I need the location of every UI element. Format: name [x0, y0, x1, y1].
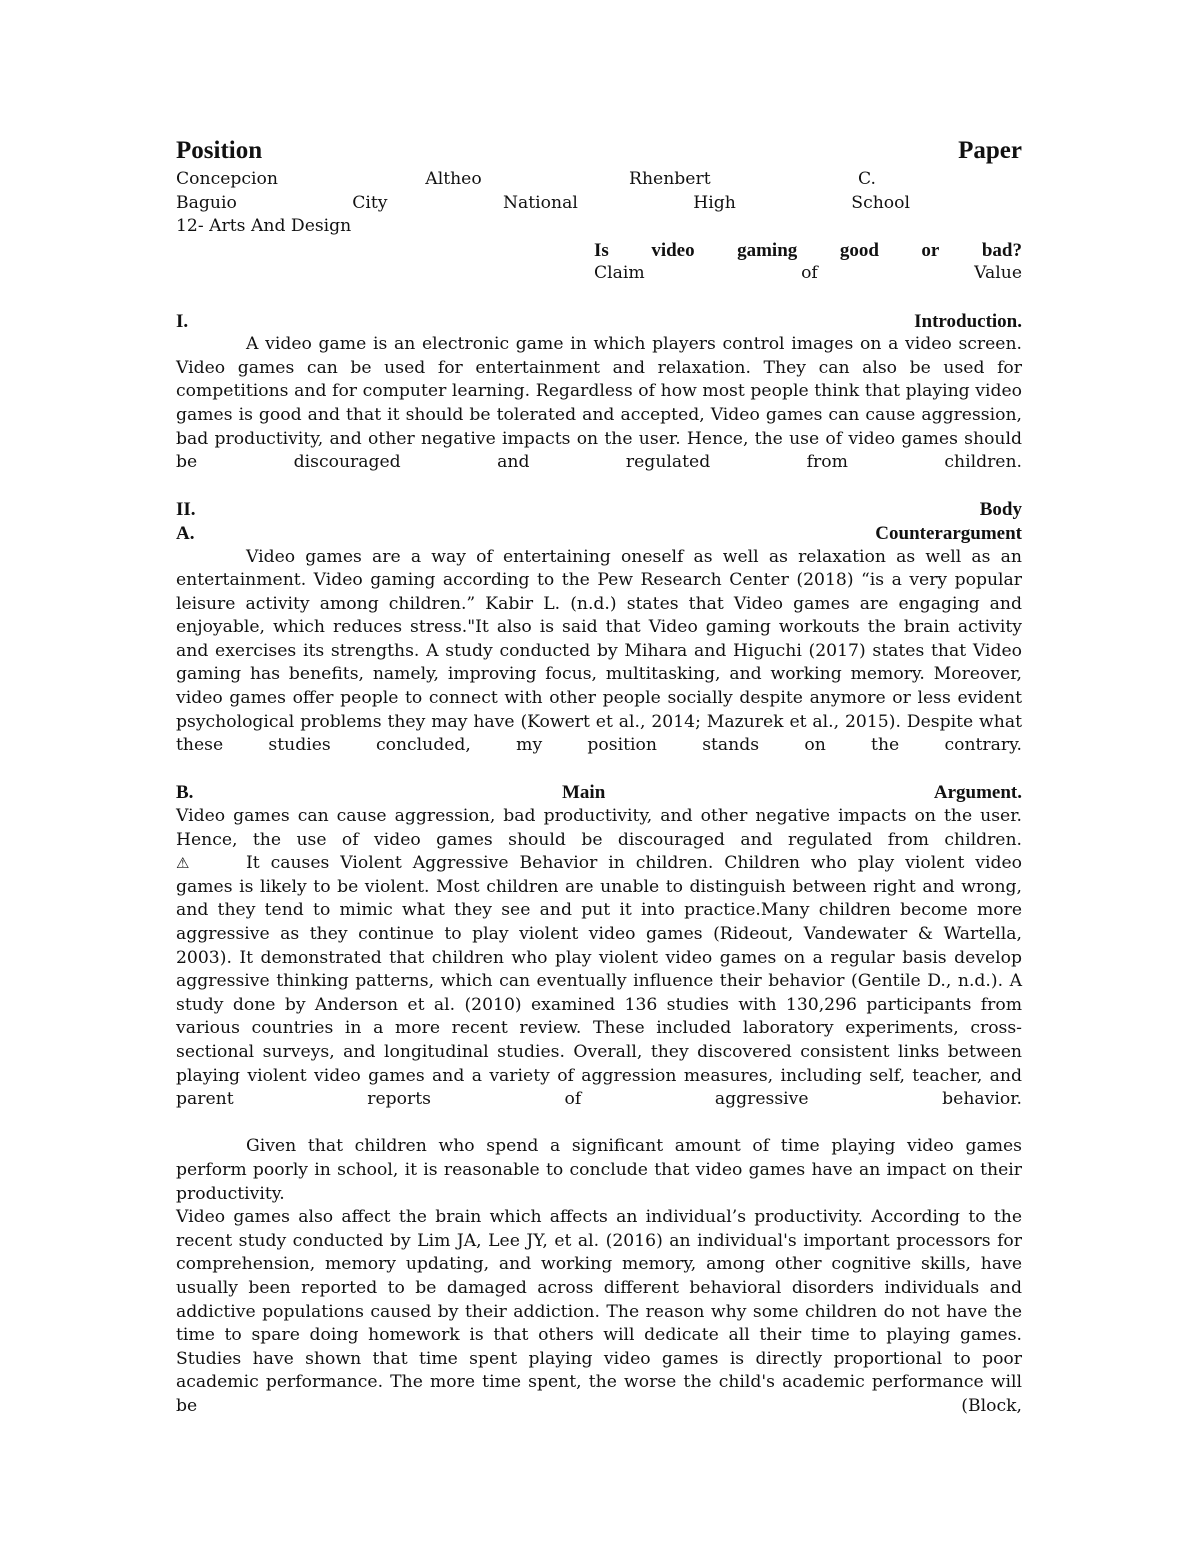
section-number: I.	[176, 310, 189, 332]
claim-word: Value	[974, 263, 1022, 284]
title-right: Paper	[958, 137, 1022, 164]
point1-text: It causes Violent Aggressive Behavior in children. Children who play violent video games is likely to be violent. Most children are unable to distinguish between right and wrong, and they tend to mimic what they see and put it into practice.Many children become more aggressive as they continue to play violent video games (Rideout, Vandewater & Wartella, 2003). It demonstrated that children who play violent video games on a regular basis develop aggressive thinking patterns, which can eventually influence their behavior (Gentile D., n.d.). A study done by Anderson et al. (2010) examined 136 studies with 130,296 participants from various countries in a more recent review. These included laboratory experiments, cross-sectional surveys, and longitudinal studies. Overall, they discovered consistent links between playing violent video games and a variety of aggression measures, including self, teacher, and parent reports of aggressive behavior.	[176, 853, 1022, 1110]
counter-heading	[176, 522, 1022, 546]
warning-icon: ⚠	[176, 854, 190, 873]
subsection-mid: Main	[562, 782, 606, 804]
question-word: Is	[594, 239, 609, 261]
question-word: video	[651, 239, 695, 261]
thesis-paragraph: Video games can cause aggression, bad productivity, and other negative impacts on the user. Hence, the use of video games should be discouraged and regulated from children.	[176, 806, 1022, 850]
point2-paragraph: Given that children who spend a significant amount of time playing video games perform poorly in school, it is reasonable to conclude that video games have an impact on their productivity.	[176, 1136, 1022, 1204]
subsection-title: Argument.	[933, 782, 1022, 804]
claim-word: of	[801, 263, 818, 284]
author-word: C.	[857, 169, 876, 189]
school-word: National	[502, 192, 578, 213]
author-word: Concepcion	[176, 169, 278, 189]
school-line	[176, 192, 1022, 216]
main-heading	[176, 781, 1022, 805]
section-title: Introduction.	[914, 310, 1022, 332]
author-word: Rhenbert	[629, 169, 711, 189]
school-word: School	[851, 192, 910, 213]
intro-heading	[176, 310, 1022, 334]
section-number: II.	[176, 499, 196, 521]
school-word: Baguio	[176, 192, 237, 213]
subsection-letter: A.	[176, 522, 195, 544]
question-word: good	[839, 239, 879, 261]
grade-line: 12- Arts And Design	[176, 216, 352, 237]
author-word: Altheo	[425, 169, 482, 189]
author-line	[176, 168, 1022, 192]
paper-title	[176, 134, 1022, 168]
school-word: City	[352, 192, 388, 213]
school-word: High	[693, 192, 736, 213]
point1-paragraph	[176, 852, 1022, 1112]
point3-paragraph: Video games also affect the brain which affects an individual’s productivity. According to the recent study conducted by Lim JA, Lee JY, et al. (2016) an individual's important processors for comprehension, memory updating, and working memory, among other cognitive skills, have usually been reported to be damaged across different behavioral disorders individuals and addictive populations caused by their addiction. The reason why some children do not have the time to spare doing homework is that others will dedicate all their time to playing games. Studies have shown that time spent playing video games is directly proportional to poor academic performance. The more time spent, the worse the child's academic performance will be (Block,	[176, 1207, 1022, 1416]
document-page	[176, 134, 1022, 1418]
question-word: or	[921, 239, 940, 261]
question-word: bad?	[981, 239, 1022, 261]
counter-paragraph: Video games are a way of entertaining oneself as well as relaxation as well as an entertainment. Video gaming according to the Pew Research Center (2018) “is a very popular leisure activity among children.” Kabir L. (n.d.) states that Video games are engaging and enjoyable, which reduces stress."It also is said that Video gaming workouts the brain activity and exercises its strengths. A study conducted by Mihara and Higuchi (2017) states that Video gaming has benefits, namely, improving focus, multitasking, and working memory. Moreover, video games offer people to connect with other people socially despite anymore or less evident psychological problems they may have (Kowert et al., 2014; Mazurek et al., 2015). Despite what these studies concluded, my position stands on the contrary.	[176, 546, 1022, 756]
title-left: Position	[176, 137, 263, 164]
subsection-title: Counterargument	[875, 522, 1022, 544]
claim-line	[594, 262, 1022, 286]
claim-word: Claim	[594, 263, 645, 284]
section-title: Body	[979, 499, 1022, 521]
subsection-letter: B.	[176, 782, 194, 804]
question-word: gaming	[737, 239, 798, 261]
body-heading	[176, 498, 1022, 522]
question-line	[594, 239, 1022, 263]
intro-paragraph: A video game is an electronic game in which players control images on a video screen. Video games can be used for entertainment and relaxation. They can also be used for competitions and for computer learning. Regardless of how most people think that playing video games is good and that it should be tolerated and accepted, Video games can cause aggression, bad productivity, and other negative impacts on the user. Hence, the use of video games should be discouraged and regulated from children.	[176, 334, 1022, 473]
